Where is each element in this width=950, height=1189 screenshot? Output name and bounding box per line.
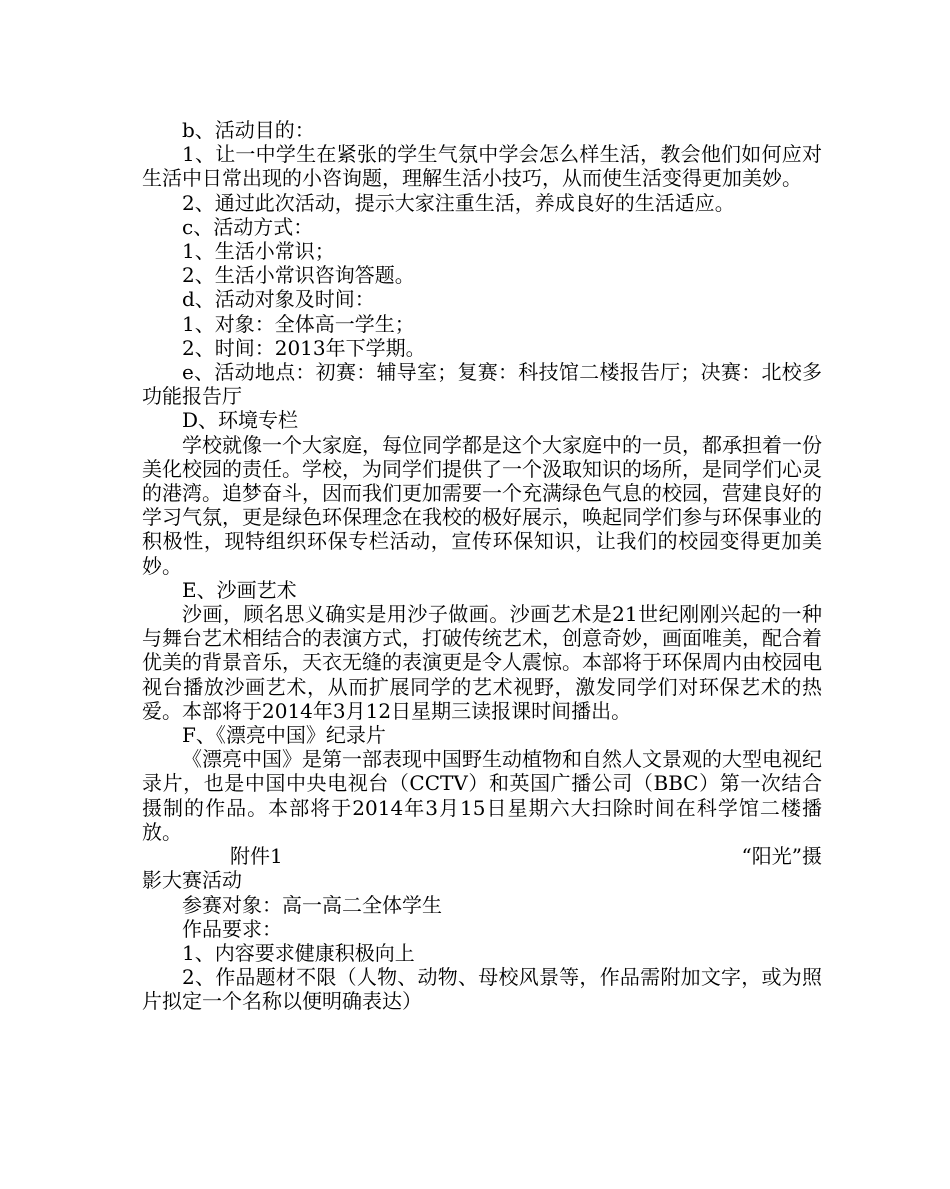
annex-label: 附件1 <box>230 844 283 869</box>
activity-location: e、活动地点：初赛：辅导室；复赛：科技馆二楼报告厅；决赛：北校多功能报告厅 <box>142 360 822 409</box>
target-item: 1、对象：全体高一学生； <box>182 311 415 336</box>
heading-work-requirements: 作品要求： <box>182 916 282 941</box>
heading-activity-method: c、活动方式： <box>182 214 314 239</box>
heading-environment-column: D、环境专栏 <box>182 408 299 433</box>
heading-sand-art: E、沙画艺术 <box>182 577 297 602</box>
sand-art-body: 沙画，顾名思义确实是用沙子做画。沙画艺术是21世纪刚刚兴起的一种与舞台艺术相结合的表演方式，打破传统艺术，创意奇妙，画面唯美，配合着优美的背景音乐，天衣无缝的表演更是令人震惊。本部将于环保周内由校园电视台播放沙画艺术，从而扩展同学的艺术视野，激发同学们对环保艺术的热爱。本部将于2014年3月12日星期三读报课时间播出。 <box>142 602 822 723</box>
time-item: 2、时间：2013年下学期。 <box>182 335 426 360</box>
participants: 参赛对象：高一高二全体学生 <box>182 892 442 917</box>
heading-target-time: d、活动对象及时间： <box>182 287 375 312</box>
annex-title-line <box>142 844 822 868</box>
requirement-item-1: 1、内容要求健康积极向上 <box>182 940 415 965</box>
annex-title-continuation: 影大赛活动 <box>142 868 242 893</box>
documentary-body: 《漂亮中国》是第一部表现中国野生动植物和自然人文景观的大型电视纪录片，也是中国中央电视台（CCTV）和英国广播公司（BBC）第一次结合摄制的作品。本部将于2014年3月15日星期六大扫除时间在科学馆二楼播放。 <box>142 747 822 844</box>
heading-activity-purpose: b、活动目的： <box>182 118 315 142</box>
method-item-2: 2、生活小常识咨询答题。 <box>182 263 415 288</box>
requirement-item-2: 2、作品题材不限（人物、动物、母校风景等，作品需附加文字，或为照片拟定一个名称以便明确表达） <box>142 965 822 1014</box>
document-page <box>142 118 822 1014</box>
purpose-item-2: 2、通过此次活动，提示大家注重生活，养成良好的生活适应。 <box>182 190 735 215</box>
annex-title-start: “阳光”摄 <box>741 844 822 869</box>
purpose-item-1: 1、让一中学生在紧张的学生气氛中学会怎么样生活，教会他们如何应对生活中日常出现的小咨询题，理解生活小技巧，从而使生活变得更加美妙。 <box>142 142 822 191</box>
heading-documentary: F、《漂亮中国》纪录片 <box>182 723 386 748</box>
environment-column-body: 学校就像一个大家庭，每位同学都是这个大家庭中的一员，都承担着一份美化校园的责任。学校，为同学们提供了一个汲取知识的场所，是同学们心灵的港湾。追梦奋斗，因而我们更加需要一个充满绿色气息的校园，营建良好的学习气氛，更是绿色环保理念在我校的极好展示，唤起同学们参与环保事业的积极性，现特组织环保专栏活动，宣传环保知识，让我们的校园变得更加美妙。 <box>142 432 822 578</box>
method-item-1: 1、生活小常识； <box>182 239 335 264</box>
